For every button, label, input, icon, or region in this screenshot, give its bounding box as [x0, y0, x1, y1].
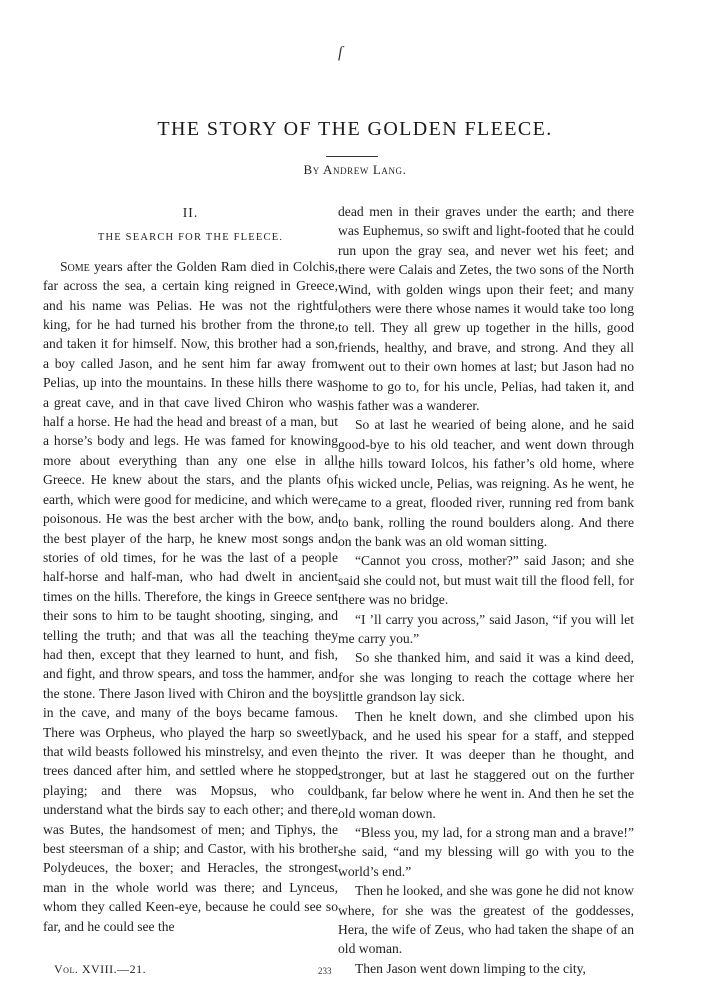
paragraph: dead men in their graves under the earth; and there was Euphemus, so swift and light-footed that he could run upon the gray sea, and never wet his feet; and there were Calais and Zetes, the two sons of the North Wind, with golden wings upon their feet; and many others were there whose names it would take too long to tell. They all grew up together in the hills, good friends, healthy, and brave, and strong. And they all went out to their own homes at last; but Jason had no home to go to, for his uncle, Pelias, had taken it, and his father was a wanderer. — [338, 204, 634, 414]
margin-mark: ſ — [338, 44, 343, 61]
right-column — [338, 202, 634, 978]
paragraph: Then he looked, and she was gone he did not know where, for she was the greatest of the goddesses, Hera, the wife of Zeus, who had taken the shape of an old woman. — [338, 883, 634, 957]
paragraph: So at last he wearied of being alone, and he said good-bye to his old teacher, and went down through the hills toward Iolcos, his father’s old home, where his wicked uncle, Pelias, was reigning. As he went, he came to a great, flooded river, running red from bank to bank, rolling the round boulders along. And there on the bank was an old woman sitting. — [338, 417, 634, 549]
volume-number: Vol. XVIII.—21. — [54, 962, 147, 976]
byline: By Andrew Lang. — [303, 162, 407, 177]
paragraph: So she thanked him, and said it was a kind deed, for she was longing to reach the cottage where her little grandson lay sick. — [338, 650, 634, 705]
section-title: THE SEARCH FOR THE FLEECE. — [97, 232, 284, 244]
article-title: THE STORY OF THE GOLDEN FLEECE. — [157, 118, 553, 140]
title-rule — [326, 156, 378, 157]
paragraph: “Cannot you cross, mother?” said Jason; and she said she could not, but must wait till the flood fell, for there was no bridge. — [338, 553, 634, 608]
lead-word: Some — [60, 258, 90, 274]
section-number: II. — [182, 205, 199, 220]
paragraph — [43, 257, 338, 936]
left-column — [43, 203, 338, 936]
paragraph: Then he knelt down, and she climbed upon his back, and he used his spear for a staff, and stepped into the river. It was deeper than he thought, and stronger, but at last he staggered out on the further bank, far below where he went in. And then he set the old woman down. — [338, 708, 634, 821]
page-number: 233 — [318, 966, 332, 976]
paragraph-text: years after the Golden Ram died in Colchis, far across the sea, a certain king reigned in Greece, and his name was Pelias. He was not the rightful king, for he had turned his brother from the throne, and taken it for himself. Now, this brother had a son, a boy called Jason, and he sent him far away from Pelias, up into the mountains. In these hills there was a great cave, and in that cave lived Chiron who was half a horse. He had the head and breast of a man, but a horse’s body and legs. He was famed for knowing more about everything than any one else in all Greece. He knew about the stars, and the plants of earth, which were good for medicine, and which were poisonous. He was the best archer with the bow, and the best player of the harp, he knew most songs and stories of old times, for he was the last of a people half-horse and half-man, who had dwelt in ancient times on the hills. Therefore, the kings in Greece sent their sons to him to be taught shooting, singing, and telling the truth; and that was all the teaching they had then, except that they learned to hunt, and fish, and fight, and throw spears, and toss the hammer, and the stone. There Jason lived with Chiron and the boys in the cave, and many of the boys became famous. There was Orpheus, who played the harp so sweetly that wild beasts followed his minstrelsy, and even the trees danced after him, and settled where he stopped playing; and there was Mopsus, who could understand what the birds say to each other; and there was Butes, the handsomest of men; and Tiphys, the best steersman of a ship; and Castor, with his brother Polydeuces, the boxer; and Heracles, the strongest man in the whole world was there; and Lynceus, whom they called Keen-eye, because he could see so far, and he could see the — [43, 258, 338, 934]
paragraph: Then Jason went down limping to the city, — [355, 960, 586, 976]
paragraph: “Bless you, my lad, for a strong man and a brave!” she said, “and my blessing will go with you to the world’s end.” — [338, 825, 634, 879]
paragraph: “I ’ll carry you across,” said Jason, “if you will let me carry you.” — [338, 611, 634, 646]
